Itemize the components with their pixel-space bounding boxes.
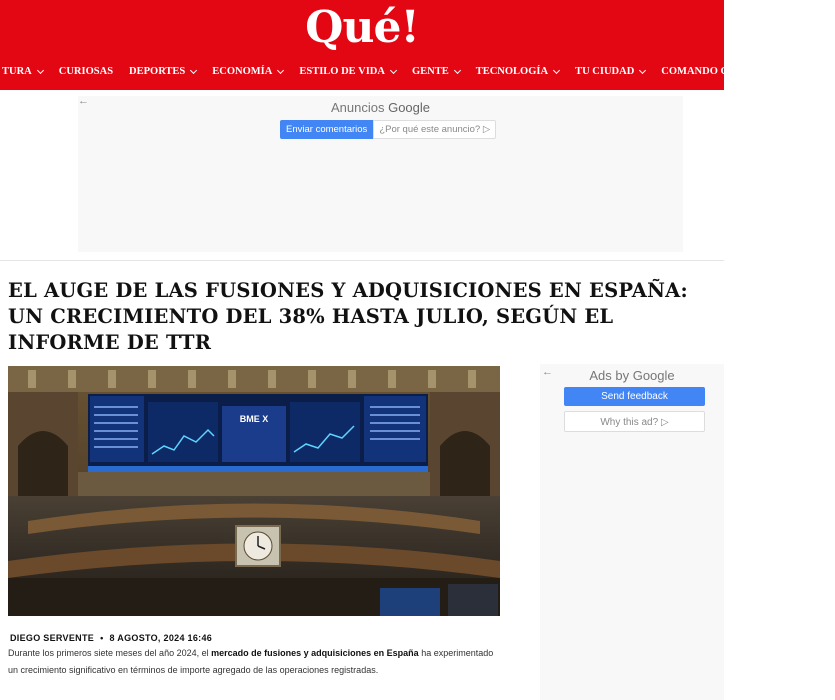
main-nav <box>0 62 835 82</box>
nav-item-curiosas[interactable] <box>51 62 121 82</box>
nav-item-salir[interactable] <box>737 62 785 82</box>
ad-back-arrow-icon[interactable]: ← <box>542 366 553 378</box>
ad-label <box>78 100 683 115</box>
nav-item-tura[interactable] <box>0 62 51 82</box>
stock-exchange-photo <box>8 366 500 616</box>
ad-banner-top <box>78 96 683 252</box>
nav-item-label: ECONOMÍA <box>212 66 273 77</box>
article-byline <box>10 633 212 643</box>
nav-item-label: CURIOSAS <box>58 66 114 77</box>
why-this-ad-button[interactable]: ¿Por qué este anuncio? ▷ <box>373 120 496 139</box>
nav-item-label: TECNOLOGÍA <box>475 66 549 77</box>
nav-item-tu-ciudad[interactable] <box>567 62 653 82</box>
ad-label <box>540 368 724 383</box>
nav-item-label: DEPORTES <box>129 66 186 77</box>
nav-item-deportes[interactable] <box>121 62 204 82</box>
ad-label-prefix: Anuncios <box>330 100 385 115</box>
chevron-down-icon <box>454 67 461 74</box>
nav-item-label: VÍDEO <box>792 66 828 77</box>
divider <box>0 260 724 261</box>
nav-item-economía[interactable] <box>204 62 291 82</box>
ad-label-brand: Google <box>388 100 431 115</box>
chevron-down-icon <box>277 67 284 74</box>
chevron-down-icon <box>553 67 560 74</box>
chevron-down-icon <box>190 67 197 74</box>
chevron-down-icon <box>37 67 44 74</box>
nav-item-label: ESTILO DE VIDA <box>299 66 385 77</box>
ad-sidebar <box>540 364 724 700</box>
nav-item-vídeo[interactable] <box>785 62 835 82</box>
nav-item-estilo-de-vida[interactable] <box>291 62 404 82</box>
nav-item-label: TU CIUDAD <box>575 66 635 77</box>
nav-item-label: GENTE <box>411 66 449 77</box>
nav-item-gente[interactable] <box>404 62 468 82</box>
publish-date: 8 AGOSTO, 2024 16:46 <box>109 633 213 643</box>
nav-item-tecnología[interactable] <box>468 62 567 82</box>
ad-back-arrow-icon[interactable]: ← <box>78 95 89 107</box>
site-logo[interactable]: Qué! <box>305 2 419 53</box>
site-header <box>0 0 828 90</box>
author-name[interactable]: DIEGO SERVENTE <box>10 633 95 643</box>
article-image <box>8 366 500 616</box>
send-feedback-button[interactable]: Enviar comentarios <box>280 120 373 139</box>
nav-item-comando-g[interactable] <box>653 62 736 82</box>
ad-label-brand: Google <box>632 368 675 383</box>
svg-text:BME X: BME X <box>239 414 269 424</box>
nav-item-label: COMANDO G <box>661 66 729 77</box>
ad-label-prefix: Ads by <box>589 368 630 383</box>
chevron-down-icon <box>639 67 646 74</box>
summary-text-1: Durante los primeros siete meses del año 2024, el <box>8 648 212 658</box>
chevron-down-icon <box>390 67 397 74</box>
article-summary <box>8 645 500 679</box>
send-feedback-button[interactable]: Send feedback <box>564 387 705 406</box>
nav-item-label: TURA <box>2 66 32 77</box>
summary-text-2: ha experimentado un crecimiento significativo en términos de importe agregado de las operaciones registradas. <box>8 648 494 675</box>
nav-item-label: SALIR <box>744 66 777 77</box>
article-title: EL AUGE DE LAS FUSIONES Y ADQUISICIONES EN ESPAÑA: UN CRECIMIENTO DEL 38% HASTA JULIO, SEGÚN EL INFORME DE TTR <box>8 279 688 354</box>
summary-text-bold: mercado de fusiones y adquisiciones en España <box>211 648 419 658</box>
byline-separator: • <box>100 633 104 643</box>
why-this-ad-button[interactable]: Why this ad? ▷ <box>564 411 705 432</box>
ad-buttons <box>280 120 496 139</box>
